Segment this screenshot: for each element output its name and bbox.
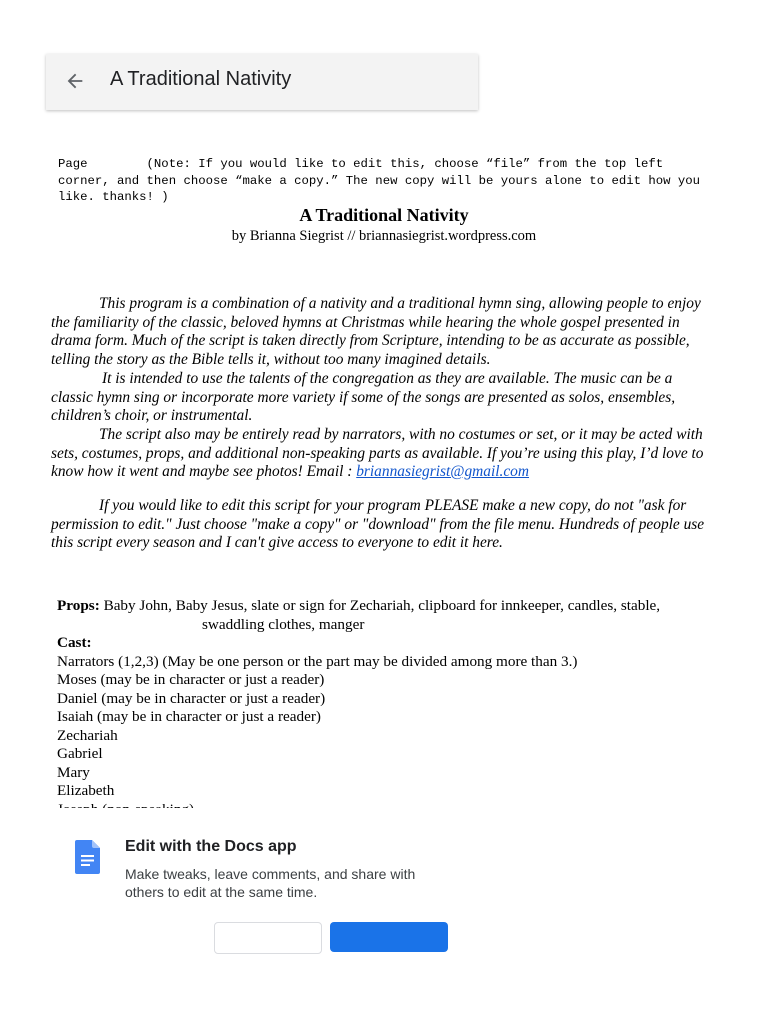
cast-item: Isaiah (may be in character or just a reader): [57, 708, 321, 725]
docs-app-banner: [0, 808, 768, 1024]
docs-icon: [75, 840, 100, 874]
banner-description: Make tweaks, leave comments, and share with others to edit at the same time.: [125, 866, 416, 900]
talents-paragraph: It is intended to use the talents of the congregation as they are available. The music can be a classic hymn sing or incorporate more variety if some of the songs are presented as solos, ensembles, children’s choir, or instrumental.: [51, 370, 676, 424]
app-header: [46, 54, 478, 110]
edit-paragraph: If you would like to edit this script for your program PLEASE make a new copy, do not "ask for permission to edit." Just choose "make a copy" or "download" from the file menu. Hundreds of people use this script every season and I can't give access to everyone to edit it here.: [51, 497, 705, 551]
props-section: [57, 597, 707, 634]
page-title: A Traditional Nativity: [110, 68, 292, 90]
document-byline: by Brianna Siegrist // briannasiegrist.wordpress.com: [231, 228, 537, 244]
cast-item: Mary: [57, 763, 90, 781]
document-title: A Traditional Nativity: [299, 205, 469, 225]
cast-section: [57, 634, 707, 808]
cast-item: Daniel (may be in character or just a reader): [57, 689, 326, 707]
cast-item: Moses (may be in character or just a reader): [57, 671, 325, 688]
cast-item: Elizabeth: [57, 782, 115, 799]
cast-item: Gabriel: [57, 745, 103, 762]
script-paragraph-text: The script also may be entirely read by narrators, with no costumes or set, or it may be acted with sets, costumes, props, and additional non-speaking parts as available. If you’re using this play, I’d love to know how it went and maybe see photos! Email :: [51, 426, 704, 480]
script-paragraph: [51, 426, 711, 482]
intro-paragraph: This program is a combination of a nativity and a traditional hymn sing, allowing people to enjoy the familiarity of the classic, beloved hymns at Christmas while hearing the whole gospel presented in drama form. Much of the script is taken directly from Scripture, intending to be as accurate as possible, telling the story as the Bible tells it, without too many imagined details.: [51, 295, 701, 368]
not-now-button[interactable]: [214, 922, 322, 954]
cast-item: Narrators (1,2,3) (May be one person or the part may be divided among more than 3.): [57, 652, 578, 670]
cast-label: Cast:: [57, 634, 92, 651]
open-app-button[interactable]: [330, 922, 448, 952]
props-label: Props:: [57, 597, 100, 614]
props-line-1: Baby John, Baby Jesus, slate or sign for Zechariah, clipboard for innkeeper, candles, stable,: [99, 597, 661, 614]
cast-item: Zechariah: [57, 726, 118, 744]
edit-note: Page (Note: If you would like to edit this, choose “file” from the top left corner, and then choose “make a copy.” The new copy will be yours alone to edit how you like. thanks! ): [58, 157, 708, 204]
back-arrow-icon[interactable]: [64, 70, 86, 92]
props-line-2: swaddling clothes, manger: [202, 615, 365, 633]
banner-title: Edit with the Docs app: [125, 838, 297, 855]
email-link[interactable]: briannasiegrist@gmail.com: [356, 463, 529, 480]
